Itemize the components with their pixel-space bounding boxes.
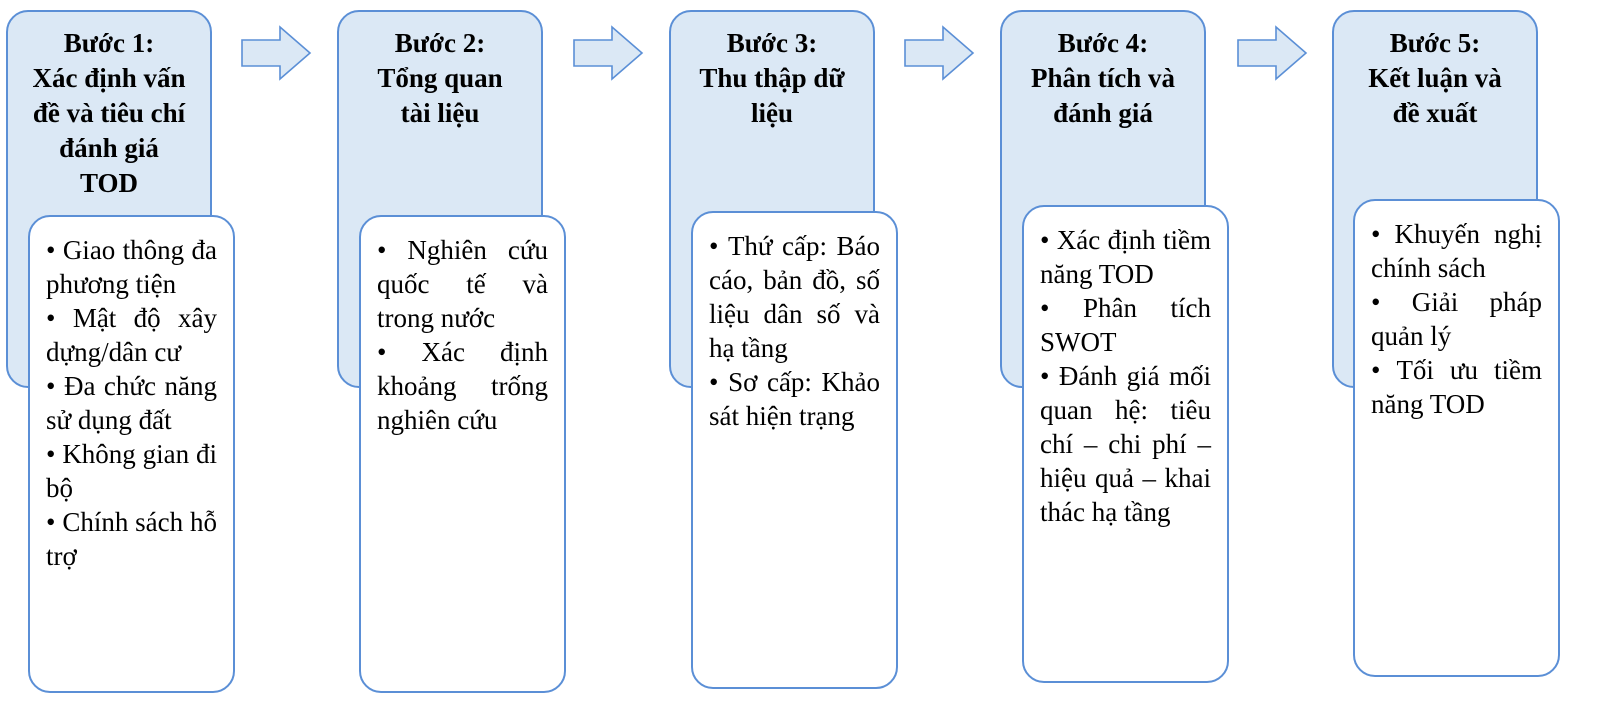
step-3-title-line: liệu	[750, 98, 793, 128]
step-4-item: • Xác định tiềm năng TOD	[1040, 223, 1211, 291]
arrow-right-icon	[240, 25, 312, 81]
step-5-item: • Khuyến nghị chính sách	[1371, 217, 1542, 285]
step-4-details	[1022, 205, 1229, 683]
step-2-item: • Nghiên cứu quốc tế và trong nước	[377, 233, 548, 335]
arrow-right-icon	[903, 25, 975, 81]
step-1-item: • Chính sách hỗ trợ	[46, 505, 217, 573]
step-2-details	[359, 215, 566, 693]
step-5-title	[1334, 26, 1536, 131]
step-4-item: • Đánh giá mối quan hệ: tiêu chí – chi phí – hiệu quả – khai thác hạ tầng	[1040, 359, 1211, 529]
step-4-title-line: Phân tích và	[1030, 63, 1176, 93]
step-3-item: • Thứ cấp: Báo cáo, bản đồ, số liệu dân số và hạ tầng	[709, 229, 880, 365]
step-1-title-line: đánh giá	[59, 133, 159, 163]
step-1-item: • Đa chức năng sử dụng đất	[46, 369, 217, 437]
step-2-title	[339, 26, 541, 131]
step-2-title-line: Tổng quan	[377, 63, 503, 93]
arrow-right-icon	[572, 25, 644, 81]
step-4-title-line: Bước 4:	[1057, 28, 1149, 58]
step-4-title-line: đánh giá	[1053, 98, 1153, 128]
step-1-item: • Không gian đi bộ	[46, 437, 217, 505]
step-5-title-line: Bước 5:	[1389, 28, 1481, 58]
step-1-item: • Mật độ xây dựng/dân cư	[46, 301, 217, 369]
step-1-title-line: Xác định vấn	[32, 63, 186, 93]
step-1-title-line: đề và tiêu chí	[32, 98, 186, 128]
step-5-item: • Giải pháp quản lý	[1371, 285, 1542, 353]
step-2-title-line: tài liệu	[400, 98, 480, 128]
step-3-details	[691, 211, 898, 689]
arrow-right-icon	[1236, 25, 1308, 81]
step-3-title-line: Thu thập dữ	[699, 63, 845, 93]
step-2-title-line: Bước 2:	[394, 28, 486, 58]
step-3-title	[671, 26, 873, 131]
step-4-title	[1002, 26, 1204, 131]
step-3-item: • Sơ cấp: Khảo sát hiện trạng	[709, 365, 880, 433]
step-1-details	[28, 215, 235, 693]
step-1-title-line: TOD	[79, 168, 139, 198]
step-5-details	[1353, 199, 1560, 677]
step-3-title-line: Bước 3:	[726, 28, 818, 58]
step-2-item: • Xác định khoảng trống nghiên cứu	[377, 335, 548, 437]
step-1-item: • Giao thông đa phương tiện	[46, 233, 217, 301]
step-5-title-line: Kết luận và	[1368, 63, 1502, 93]
step-5-title-line: đề xuất	[1392, 98, 1478, 128]
step-1-title-line: Bước 1:	[63, 28, 155, 58]
step-4-item: • Phân tích SWOT	[1040, 291, 1211, 359]
step-5-item: • Tối ưu tiềm năng TOD	[1371, 353, 1542, 421]
step-1-title	[8, 26, 210, 201]
